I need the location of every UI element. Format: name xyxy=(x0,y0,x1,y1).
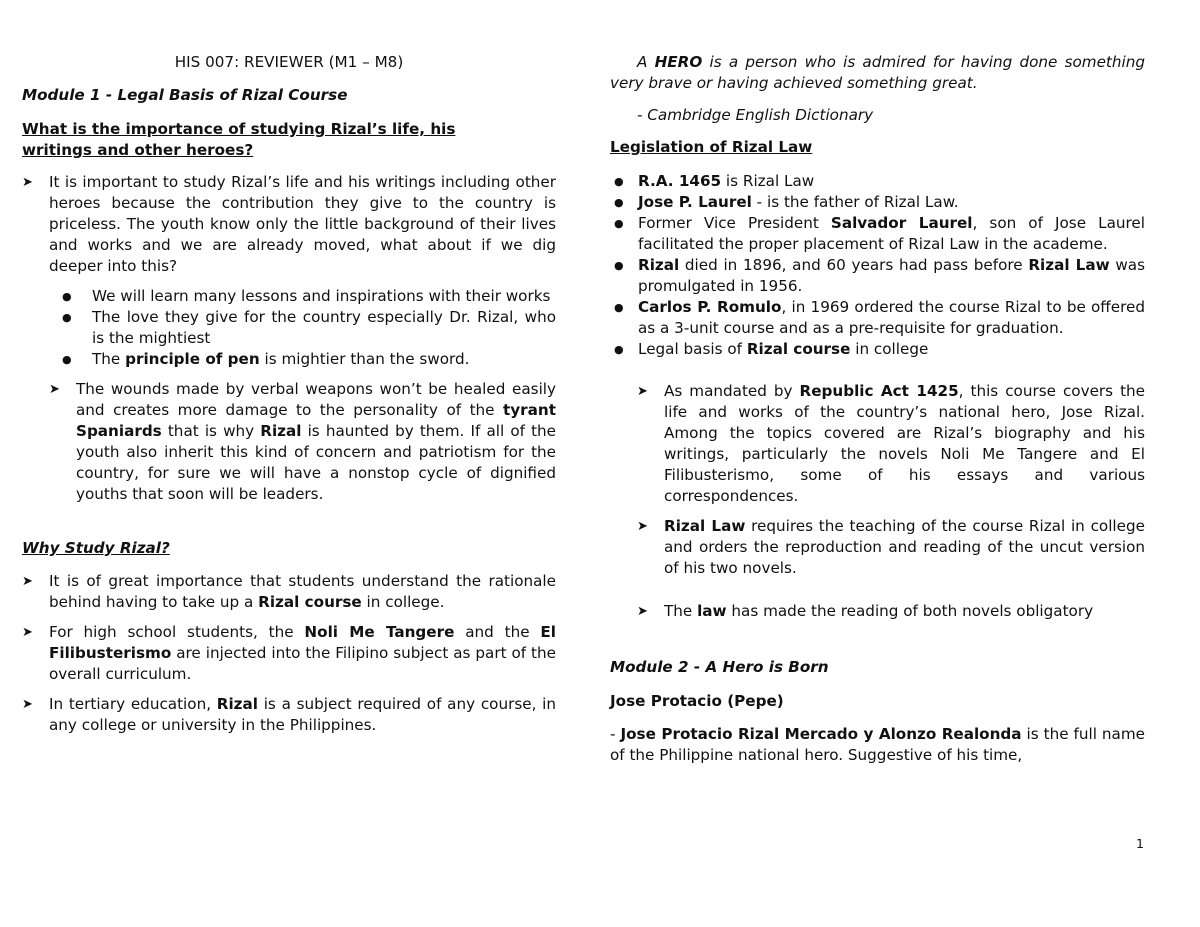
mandate-item: ➤ The law has made the reading of both novels obligatory xyxy=(637,602,1094,620)
list-item: ● The love they give for the country especially Dr. Rizal, who is the mightiest xyxy=(62,308,556,347)
why-item: ➤ For high school students, the Noli Me Tangere and the El Filibusterismo are injected into the Filipino subject as part of the overall curriculum. xyxy=(22,623,556,683)
arrow-bullet-icon: ➤ xyxy=(22,574,33,589)
bullet-dot-icon: ● xyxy=(614,217,624,230)
arrow-bullet-icon: ➤ xyxy=(637,384,648,399)
lessons-list xyxy=(22,286,556,370)
hero-source: - Cambridge English Dictionary xyxy=(637,106,874,124)
wounds-paragraph: ➤ The wounds made by verbal weapons won’t be healed easily and creates more damage to the personality of the tyrant Spaniards that is why Rizal is haunted by them. If all of the youth also inherit this kind of concern and patriotism for the country, for sure we will have a nonstop cycle of dignified youths that soon will be leaders. xyxy=(49,380,557,503)
bullet-dot-icon: ● xyxy=(614,196,624,209)
full-name-paragraph: - Jose Protacio Rizal Mercado y Alonzo Realonda is the full name of the Philippine national hero. Suggestive of his time, xyxy=(610,725,1145,764)
arrow-bullet-icon: ➤ xyxy=(22,175,33,190)
document-title: HIS 007: REVIEWER (M1 – M8) xyxy=(174,53,404,71)
list-item: ● We will learn many lessons and inspirations with their works xyxy=(62,287,551,305)
bullet-dot-icon: ● xyxy=(62,353,72,366)
list-item: ● Carlos P. Romulo, in 1969 ordered the course Rizal to be offered as a 3-unit course and as a pre-requisite for graduation. xyxy=(614,298,1146,337)
module-2-heading: Module 2 - A Hero is Born xyxy=(610,658,829,676)
why-item: ➤ In tertiary education, Rizal is a subject required of any course, in any college or university in the Philippines. xyxy=(22,695,556,734)
bullet-dot-icon: ● xyxy=(614,175,624,188)
list-item: ● R.A. 1465 is Rizal Law xyxy=(614,172,815,190)
why-item: ➤ It is of great importance that students understand the rationale behind having to take up a Rizal course in college. xyxy=(22,572,556,611)
bullet-dot-icon: ● xyxy=(62,290,72,303)
question-heading xyxy=(22,119,556,161)
why-study-heading: Why Study Rizal? xyxy=(22,539,170,557)
jose-protacio-heading: Jose Protacio (Pepe) xyxy=(610,692,784,710)
arrow-bullet-icon: ➤ xyxy=(637,519,648,534)
arrow-bullet-icon: ➤ xyxy=(22,625,33,640)
importance-paragraph: ➤ It is important to study Rizal’s life and his writings including other heroes because the contribution they give to the country is priceless. The youth know only the little background of their lives and works and we are already moved, what about if we dig deeper into this? xyxy=(22,173,556,275)
hero-definition: A HERO is a person who is admired for having done something very brave or having achieved something great. xyxy=(610,53,1145,92)
mandate-item: ➤ As mandated by Republic Act 1425, this course covers the life and works of the country’s national hero, Jose Rizal. Among the topics covered are Rizal’s biography and his writings, particularly the novels Noli Me Tangere and El Filibusterismo, some of his essays and various correspondences. xyxy=(637,382,1145,505)
legislation-list xyxy=(610,171,1145,360)
question-line-1: What is the importance of studying Rizal’s life, his xyxy=(22,120,456,138)
list-item: ● Legal basis of Rizal course in college xyxy=(614,340,929,358)
list-item: ● Jose P. Laurel - is the father of Rizal Law. xyxy=(614,193,959,211)
list-item: ● Former Vice President Salvador Laurel, son of Jose Laurel facilitated the proper placement of Rizal Law in the academe. xyxy=(614,214,1145,253)
module-1-heading: Module 1 - Legal Basis of Rizal Course xyxy=(22,86,348,104)
bullet-dot-icon: ● xyxy=(614,343,624,356)
arrow-bullet-icon: ➤ xyxy=(22,697,33,712)
left-column xyxy=(22,52,556,736)
page-number: 1 xyxy=(1136,836,1144,851)
right-column xyxy=(610,52,1145,766)
list-item: ● Rizal died in 1896, and 60 years had pass before Rizal Law was promulgated in 1956. xyxy=(614,256,1145,295)
legislation-heading: Legislation of Rizal Law xyxy=(610,138,813,156)
list-item: ● The principle of pen is mightier than the sword. xyxy=(62,350,470,368)
arrow-bullet-icon: ➤ xyxy=(49,382,60,397)
arrow-bullet-icon: ➤ xyxy=(637,604,648,619)
bullet-dot-icon: ● xyxy=(614,259,624,272)
bullet-dot-icon: ● xyxy=(614,301,624,314)
mandate-item: ➤ Rizal Law requires the teaching of the course Rizal in college and orders the reproduction and reading of the uncut version of his two novels. xyxy=(637,517,1145,577)
question-line-2: writings and other heroes? xyxy=(22,141,254,159)
bullet-dot-icon: ● xyxy=(62,311,72,324)
